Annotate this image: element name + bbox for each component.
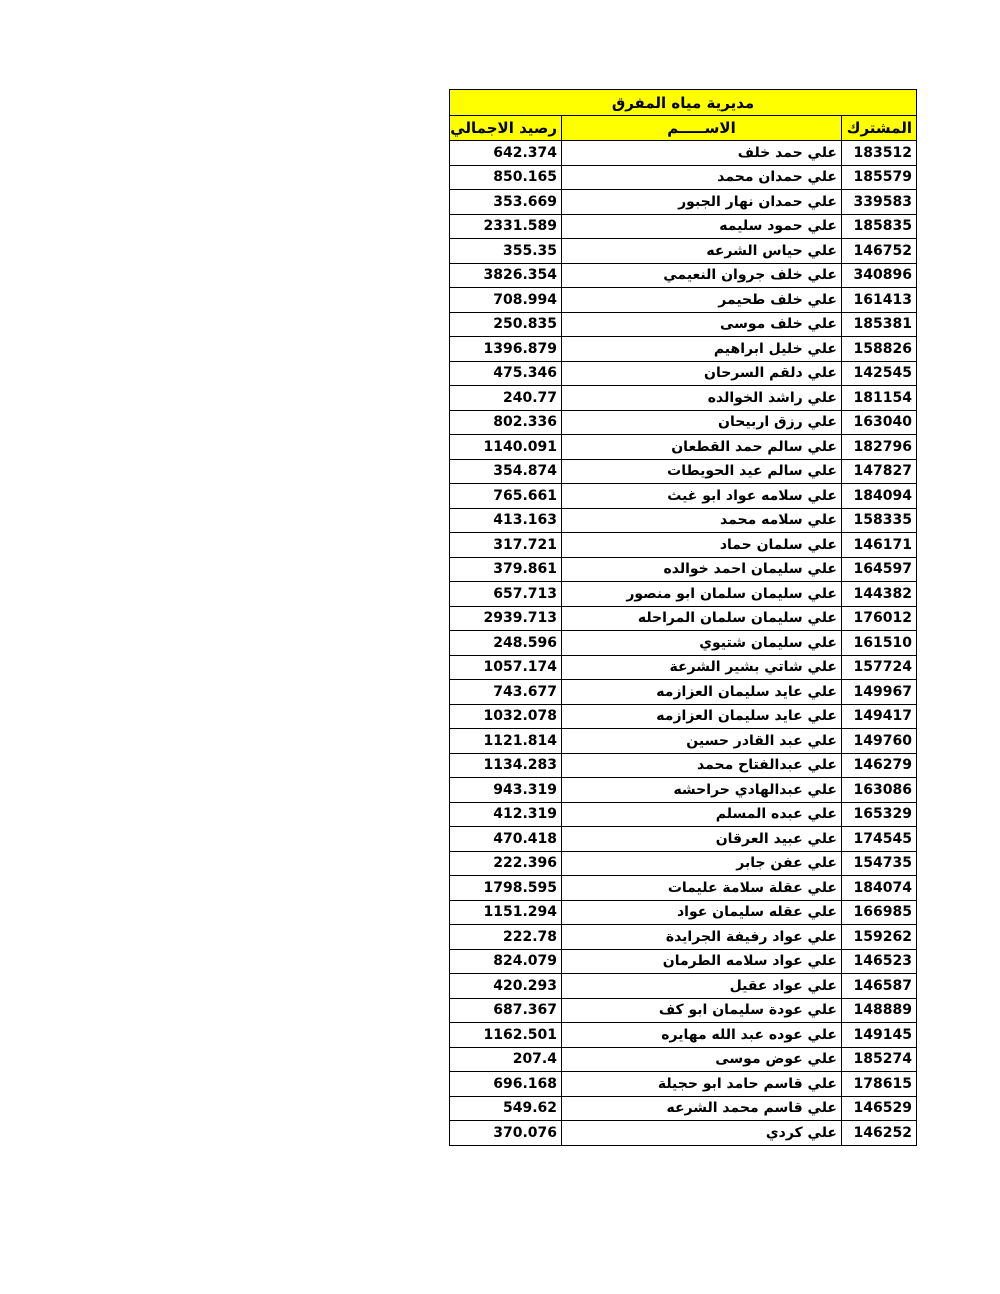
balance-cell: 1121.814 [450,729,562,754]
table-row [450,827,917,852]
balance-cell: 1057.174 [450,655,562,680]
balance-cell: 470.418 [450,827,562,852]
balance-cell: 696.168 [450,1072,562,1097]
table-row [450,851,917,876]
table-row [450,1096,917,1121]
subscriber-name-cell: علي سلمان حماد [562,533,842,558]
subscriber-name-cell: علي عوض موسى [562,1047,842,1072]
subscriber-id-cell: 185579 [842,165,917,190]
balance-cell: 802.336 [450,410,562,435]
subscriber-name-cell: علي حمد خلف [562,141,842,166]
subscriber-name-cell: علي سالم عيد الحويطات [562,459,842,484]
table-row [450,337,917,362]
subscriber-name-cell: علي حمدان نهار الجبور [562,190,842,215]
subscriber-id-cell: 163040 [842,410,917,435]
subscriber-name-cell: علي عوده عبد الله مهايره [562,1023,842,1048]
subscriber-id-cell: 146252 [842,1121,917,1146]
table-row [450,729,917,754]
table-row [450,802,917,827]
header-row [450,116,917,141]
subscriber-id-cell: 146587 [842,974,917,999]
balance-cell: 248.596 [450,631,562,656]
subscriber-id-cell: 144382 [842,582,917,607]
balance-cell: 1798.595 [450,876,562,901]
subscriber-id-cell: 146523 [842,949,917,974]
subscriber-name-cell: علي عبيد العرقان [562,827,842,852]
balance-cell: 657.713 [450,582,562,607]
balance-cell: 317.721 [450,533,562,558]
table-row [450,680,917,705]
table-body [450,90,917,1146]
subscriber-id-cell: 182796 [842,435,917,460]
table-row [450,214,917,239]
table-row [450,288,917,313]
subscriber-id-cell: 163086 [842,778,917,803]
subscriber-name-cell: علي شاتي بشير الشرعة [562,655,842,680]
table-row [450,655,917,680]
subscriber-id-cell: 184094 [842,484,917,509]
subscriber-id-cell: 149967 [842,680,917,705]
subscriber-id-cell: 149417 [842,704,917,729]
table-row [450,876,917,901]
table-row [450,1121,917,1146]
balance-cell: 412.319 [450,802,562,827]
balance-cell: 743.677 [450,680,562,705]
table-row [450,239,917,264]
subscriber-id-cell: 154735 [842,851,917,876]
subscriber-id-cell: 146752 [842,239,917,264]
header-name: الاســـــم [562,116,842,141]
header-subscriber: المشترك [842,116,917,141]
subscriber-id-cell: 146529 [842,1096,917,1121]
balance-cell: 1032.078 [450,704,562,729]
subscriber-id-cell: 340896 [842,263,917,288]
subscriber-id-cell: 142545 [842,361,917,386]
balance-cell: 222.78 [450,925,562,950]
balance-cell: 250.835 [450,312,562,337]
balance-cell: 549.62 [450,1096,562,1121]
subscriber-name-cell: علي عقله سليمان عواد [562,900,842,925]
balance-cell: 2939.713 [450,606,562,631]
subscriber-name-cell: علي خليل ابراهيم [562,337,842,362]
balance-cell: 355.35 [450,239,562,264]
table-row [450,435,917,460]
subscriber-name-cell: علي حمدان محمد [562,165,842,190]
subscriber-name-cell: علي عبدالهادي حراحشه [562,778,842,803]
subscriber-id-cell: 185835 [842,214,917,239]
balance-cell: 3826.354 [450,263,562,288]
subscriber-name-cell: علي عبده المسلم [562,802,842,827]
subscriber-name-cell: علي خلف جروان النعيمي [562,263,842,288]
balance-cell: 1396.879 [450,337,562,362]
subscriber-name-cell: علي سليمان سلمان المراحله [562,606,842,631]
subscriber-name-cell: علي عبد القادر حسين [562,729,842,754]
subscriber-id-cell: 183512 [842,141,917,166]
table-row [450,1023,917,1048]
subscriber-name-cell: علي عايد سليمان العزازمه [562,680,842,705]
subscriber-id-cell: 174545 [842,827,917,852]
subscriber-id-cell: 164597 [842,557,917,582]
balance-cell: 370.076 [450,1121,562,1146]
subscriber-name-cell: علي سلامه محمد [562,508,842,533]
subscriber-name-cell: علي حياس الشرعه [562,239,842,264]
sheet-title: مديرية مياه المفرق [450,90,917,116]
subscriber-name-cell: علي عايد سليمان العزازمه [562,704,842,729]
balance-cell: 1140.091 [450,435,562,460]
subscriber-name-cell: علي قاسم حامد ابو حجيلة [562,1072,842,1097]
subscriber-name-cell: علي عواد عقيل [562,974,842,999]
subscriber-id-cell: 149760 [842,729,917,754]
table-row [450,533,917,558]
subscriber-name-cell: علي حمود سليمه [562,214,842,239]
table-row [450,631,917,656]
balance-cell: 354.874 [450,459,562,484]
table-row [450,165,917,190]
table-row [450,606,917,631]
subscriber-id-cell: 148889 [842,998,917,1023]
table-row [450,459,917,484]
subscriber-name-cell: علي عفن جابر [562,851,842,876]
subscriber-id-cell: 166985 [842,900,917,925]
balance-cell: 2331.589 [450,214,562,239]
balance-cell: 642.374 [450,141,562,166]
subscriber-id-cell: 146171 [842,533,917,558]
title-row [450,90,917,116]
table-row [450,900,917,925]
table-row [450,508,917,533]
subscriber-name-cell: علي سليمان شتيوي [562,631,842,656]
table-row [450,484,917,509]
balance-cell: 413.163 [450,508,562,533]
balance-cell: 687.367 [450,998,562,1023]
table-row [450,1047,917,1072]
subscriber-id-cell: 165329 [842,802,917,827]
balance-cell: 379.861 [450,557,562,582]
subscriber-id-cell: 159262 [842,925,917,950]
table-row [450,312,917,337]
subscriber-id-cell: 181154 [842,386,917,411]
subscriber-id-cell: 161413 [842,288,917,313]
subscriber-name-cell: علي سليمان سلمان ابو منصور [562,582,842,607]
balance-cell: 850.165 [450,165,562,190]
subscriber-name-cell: علي عودة سليمان ابو كف [562,998,842,1023]
balance-cell: 708.994 [450,288,562,313]
subscriber-id-cell: 146279 [842,753,917,778]
subscriber-name-cell: علي سلامه عواد ابو غيث [562,484,842,509]
table-row [450,778,917,803]
subscriber-id-cell: 158335 [842,508,917,533]
balance-cell: 240.77 [450,386,562,411]
balance-cell: 207.4 [450,1047,562,1072]
balance-cell: 1162.501 [450,1023,562,1048]
subscriber-name-cell: علي عواد رفيفة الجرايدة [562,925,842,950]
subscriber-id-cell: 185381 [842,312,917,337]
balance-cell: 222.396 [450,851,562,876]
table-row [450,974,917,999]
subscriber-name-cell: علي عبدالفتاح محمد [562,753,842,778]
table-row [450,925,917,950]
table-row [450,410,917,435]
subscriber-id-cell: 176012 [842,606,917,631]
table-row [450,190,917,215]
table-row [450,753,917,778]
subscriber-name-cell: علي قاسم محمد الشرعه [562,1096,842,1121]
subscriber-id-cell: 178615 [842,1072,917,1097]
table-row [450,141,917,166]
balance-cell: 475.346 [450,361,562,386]
subscriber-id-cell: 149145 [842,1023,917,1048]
balance-cell: 943.319 [450,778,562,803]
subscriber-id-cell: 161510 [842,631,917,656]
subscriber-name-cell: علي سالم حمد القطعان [562,435,842,460]
table-row [450,998,917,1023]
subscriber-id-cell: 158826 [842,337,917,362]
subscriber-name-cell: علي خلف طحيمر [562,288,842,313]
table-row [450,1072,917,1097]
table-row [450,949,917,974]
subscriber-name-cell: علي عقلة سلامة عليمات [562,876,842,901]
subscriber-name-cell: علي راشد الخوالده [562,386,842,411]
table-row [450,582,917,607]
subscriber-id-cell: 339583 [842,190,917,215]
header-balance: رصيد الاجمالي [450,116,562,141]
balance-cell: 1151.294 [450,900,562,925]
table-row [450,704,917,729]
subscriber-name-cell: علي كردي [562,1121,842,1146]
table-row [450,361,917,386]
subscriber-name-cell: علي خلف موسى [562,312,842,337]
table-row [450,386,917,411]
subscriber-id-cell: 147827 [842,459,917,484]
balance-cell: 353.669 [450,190,562,215]
subscriber-id-cell: 184074 [842,876,917,901]
balance-cell: 765.661 [450,484,562,509]
subscriber-balance-table [449,89,917,1146]
subscriber-name-cell: علي دلقم السرحان [562,361,842,386]
subscriber-id-cell: 185274 [842,1047,917,1072]
table-row [450,263,917,288]
subscriber-name-cell: علي سليمان احمد خوالده [562,557,842,582]
balance-cell: 420.293 [450,974,562,999]
subscriber-id-cell: 157724 [842,655,917,680]
subscriber-name-cell: علي عواد سلامه الطرمان [562,949,842,974]
subscriber-name-cell: علي رزق اربيحان [562,410,842,435]
table-row [450,557,917,582]
balance-cell: 1134.283 [450,753,562,778]
balance-cell: 824.079 [450,949,562,974]
